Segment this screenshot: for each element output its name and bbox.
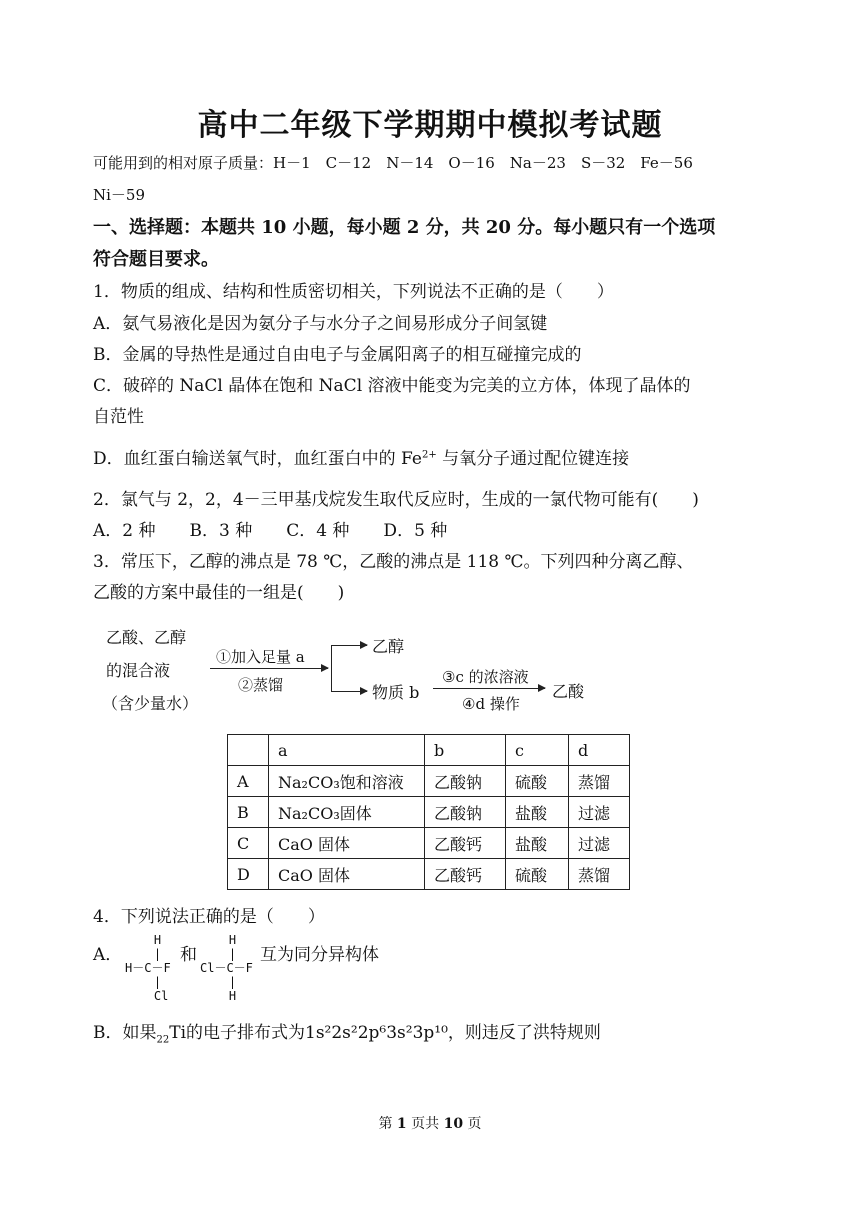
q1-option-d — [93, 444, 629, 469]
section-heading-2: 符合题目要求。 — [93, 249, 219, 270]
footer-total-pages: 10 — [443, 1116, 464, 1132]
table-cell: B — [228, 797, 269, 828]
flow-step1: ①加入足量 a — [216, 648, 305, 666]
table-cell: 盐酸 — [506, 797, 569, 828]
table-cell: CaO 固体 — [269, 859, 425, 890]
q1-option-c-line2: 自范性 — [93, 407, 144, 427]
table-cell: Na₂CO₃固体 — [269, 797, 425, 828]
table-cell: 硫酸 — [506, 766, 569, 797]
page-title: 高中二年级下学期期中模拟考试题 — [197, 108, 663, 143]
flow-arrow-ethanol — [331, 645, 367, 646]
q1-d-charge: 2+ — [421, 449, 437, 461]
section-heading-1: 一、选择题：本题共 10 小题，每小题 2 分，共 20 分。每小题只有一个选项 — [93, 217, 716, 238]
q1-stem: 1．物质的组成、结构和性质密切相关，下列说法不正确的是（ ） — [93, 282, 614, 302]
table-cell — [228, 735, 269, 766]
table-cell: 乙酸钠 — [425, 797, 506, 828]
flow-arrow-2 — [433, 688, 545, 689]
table-cell: CaO 固体 — [269, 828, 425, 859]
q4-option-a-label: A． — [93, 945, 123, 965]
table-cell: 硫酸 — [506, 859, 569, 890]
footer-mid: 页共 — [406, 1116, 444, 1132]
table-cell: 蒸馏 — [569, 766, 630, 797]
q4-stem: 4．下列说法正确的是（ ） — [93, 907, 325, 927]
table-cell: 乙酸钙 — [425, 828, 506, 859]
flow-acid: 乙酸 — [552, 682, 585, 701]
q4-b-atomic-number: 22 — [156, 1034, 170, 1046]
table-row — [228, 797, 630, 828]
table-cell: A — [228, 766, 269, 797]
q4-b-text-pre: B．如果 — [93, 1023, 157, 1043]
flow-mixture-line1: 乙酸、乙醇 — [106, 628, 187, 647]
flow-branch-line — [331, 645, 332, 691]
table-row — [228, 828, 630, 859]
q2-options: A．2 种 B．3 种 C．4 种 D．5 种 — [93, 521, 448, 541]
footer-page-number: 1 — [396, 1116, 407, 1132]
q4-b-electron-config: 1s²2s²2p⁶3s²3p¹⁰ — [305, 1023, 448, 1043]
table-cell: a — [269, 735, 425, 766]
table-cell: Na₂CO₃饱和溶液 — [269, 766, 425, 797]
table-row — [228, 766, 630, 797]
flow-substance-b: 物质 b — [372, 683, 420, 702]
footer-post: 页 — [463, 1116, 482, 1132]
flow-ethanol: 乙醇 — [372, 637, 405, 656]
q3-stem-line1: 3．常压下，乙醇的沸点是 78 ℃，乙酸的沸点是 118 ℃。下列四种分离乙醇、 — [93, 552, 694, 572]
table-cell: c — [506, 735, 569, 766]
table-cell: D — [228, 859, 269, 890]
flow-step3: ③c 的浓溶液 — [442, 668, 529, 686]
flow-arrow-b — [331, 691, 367, 692]
footer-pre: 第 — [378, 1116, 397, 1132]
table-header-row — [228, 735, 630, 766]
q4-b-element: Ti — [169, 1023, 187, 1043]
table-cell: 盐酸 — [506, 828, 569, 859]
flow-arrow-1 — [210, 668, 328, 669]
q1-d-text-post: 与氧分子通过配位键连接 — [436, 449, 630, 469]
page-footer — [0, 1113, 860, 1133]
table-cell: 过滤 — [569, 797, 630, 828]
q1-option-c-line1: C．破碎的 NaCl 晶体在饱和 NaCl 溶液中能变为完美的立方体，体现了晶体的 — [93, 376, 691, 396]
q3-options-table — [227, 734, 630, 890]
flow-mixture-line2: 的混合液 — [106, 661, 171, 680]
q4-b-text-post: ，则违反了洪特规则 — [447, 1023, 601, 1043]
q2-stem: 2．氯气与 2，2，4－三甲基戊烷发生取代反应时，生成的一氯代物可能有( ) — [93, 490, 699, 510]
atomic-masses-line1: 可能用到的相对原子质量：H－1 C－12 N－14 O－16 Na－23 S－32 Fe－56 — [93, 154, 693, 172]
q4-structure-1: H | H－C－F | Cl — [125, 933, 171, 1003]
table-cell: 蒸馏 — [569, 859, 630, 890]
flow-step2: ②蒸馏 — [238, 676, 284, 694]
q4-and: 和 — [180, 945, 197, 965]
atomic-masses-line2: Ni－59 — [93, 186, 146, 204]
table-cell: C — [228, 828, 269, 859]
table-cell: 乙酸钙 — [425, 859, 506, 890]
flow-step4: ④d 操作 — [462, 695, 520, 713]
table-row — [228, 859, 630, 890]
q3-stem-line2: 乙酸的方案中最佳的一组是( ) — [93, 583, 345, 603]
table-cell: b — [425, 735, 506, 766]
flow-mixture-line3: （含少量水） — [102, 694, 199, 713]
q4-option-a-text: 互为同分异构体 — [260, 945, 379, 965]
table-cell: 乙酸钠 — [425, 766, 506, 797]
table-cell: d — [569, 735, 630, 766]
q1-d-text-pre: D．血红蛋白输送氧气时，血红蛋白中的 Fe — [93, 449, 422, 469]
q4-structure-2: H | Cl－C－F | H — [200, 933, 253, 1003]
q4-b-text-mid: 的电子排布式为 — [186, 1023, 306, 1043]
table-cell: 过滤 — [569, 828, 630, 859]
q1-option-a: A．氨气易液化是因为氨分子与水分子之间易形成分子间氢键 — [93, 314, 548, 334]
q4-option-b — [93, 1018, 601, 1045]
q1-option-b: B．金属的导热性是通过自由电子与金属阳离子的相互碰撞完成的 — [93, 345, 582, 365]
